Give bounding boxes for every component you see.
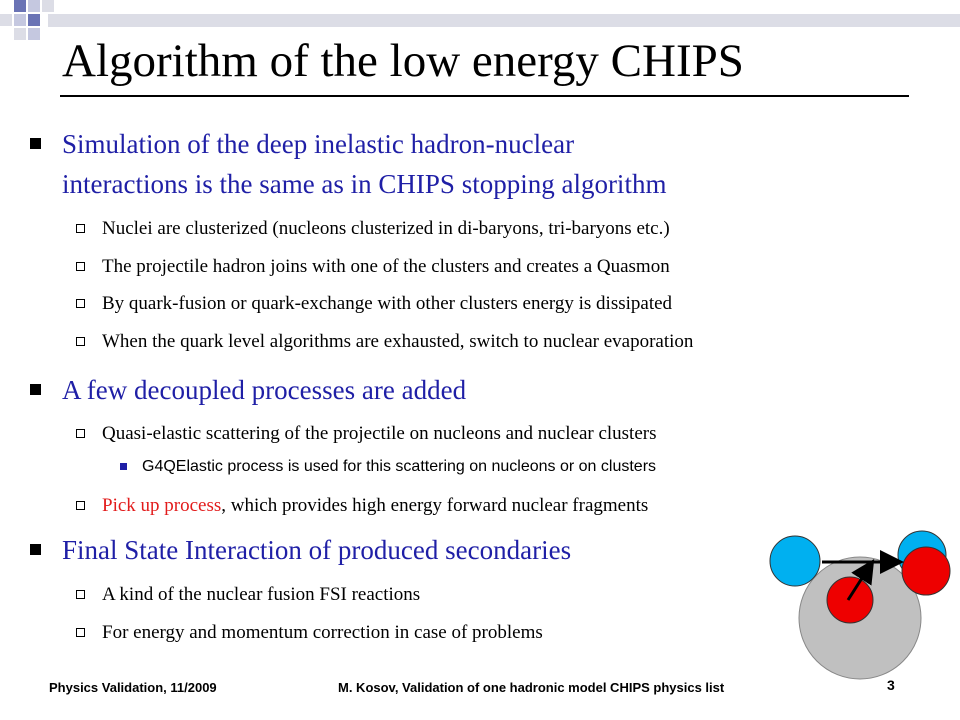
bullet-square-icon [30,384,41,395]
nucleon-red [902,547,950,595]
sub-bullet-rest: , which provides high energy forward nuclear fragments [221,495,649,516]
hollow-square-icon [76,429,85,438]
hollow-square-icon [76,262,85,271]
small-square-icon [120,463,127,470]
sub-bullet-text: For energy and momentum correction in case of problems [102,622,543,643]
bullet-text: interactions is the same as in CHIPS stopping algorithm [62,169,667,199]
hollow-square-icon [76,628,85,637]
footer-left: Physics Validation, 11/2009 [49,680,217,695]
sub-bullet-text: Nuclei are clusterized (nucleons clusterized in di-baryons, tri-baryons etc.) [102,218,670,239]
bullet-text: A few decoupled processes are added [62,375,467,405]
hollow-square-icon [76,224,85,233]
nucleon-red [827,577,873,623]
sub-bullet-text: The projectile hadron joins with one of the clusters and creates a Quasmon [102,256,670,277]
hollow-square-icon [76,299,85,308]
sub-bullet-text: A kind of the nuclear fusion FSI reactions [102,584,421,605]
sub-bullet-text [102,494,648,518]
bullet-square-icon [30,138,41,149]
bullet-square-icon [30,544,41,555]
slide-title: Algorithm of the low energy CHIPS [62,35,744,87]
page-number: 3 [887,677,895,693]
hollow-square-icon [76,590,85,599]
footer-center: M. Kosov, Validation of one hadronic model CHIPS physics list [338,680,725,695]
sub-bullet-text: Quasi-elastic scattering of the projectile on nucleons and nuclear clusters [102,423,657,444]
nucleon-blue [770,536,820,586]
bullet-text: Simulation of the deep inelastic hadron-nuclear [62,129,575,159]
bullet-text: Final State Interaction of produced secondaries [62,535,572,565]
highlight-text: Pick up process [102,495,222,516]
sub-sub-bullet-text: G4QElastic process is used for this scattering on nucleons or on clusters [142,458,657,475]
pickup-diagram [760,518,960,698]
sub-bullet-text: When the quark level algorithms are exhausted, switch to nuclear evaporation [102,331,694,352]
sub-bullet-text: By quark-fusion or quark-exchange with other clusters energy is dissipated [102,293,673,314]
hollow-square-icon [76,337,85,346]
hollow-square-icon [76,501,85,510]
